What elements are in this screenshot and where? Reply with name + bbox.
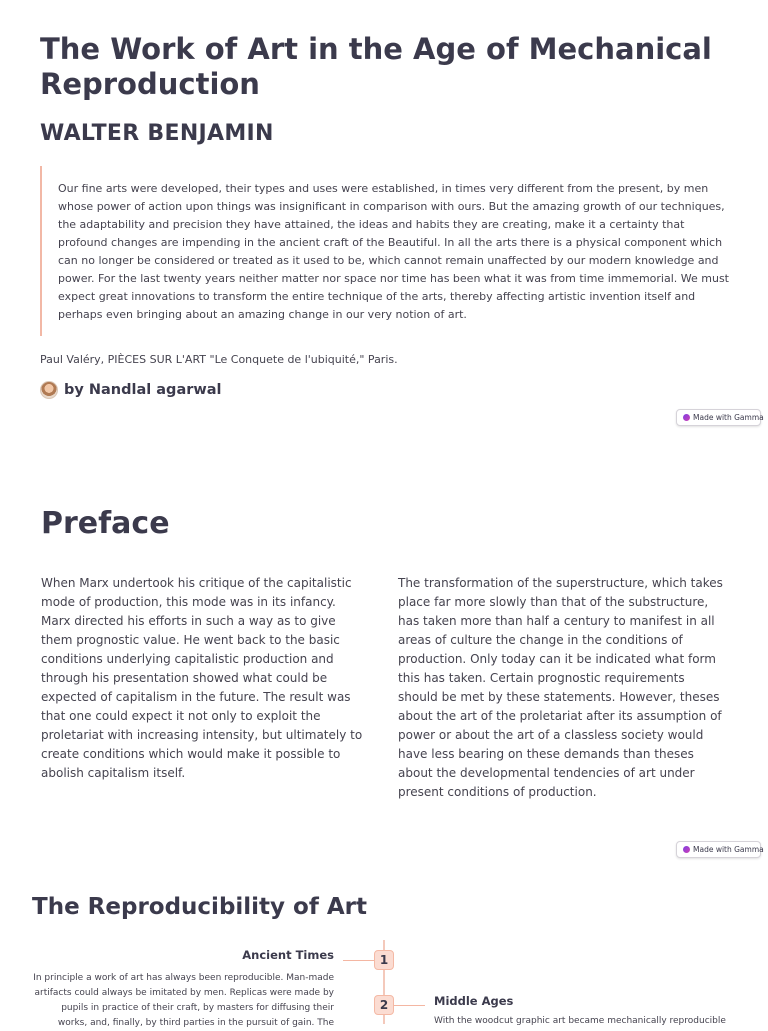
epigraph-citation: Paul Valéry, PIÈCES SUR L'ART "Le Conquete de l'ubiquité," Paris.	[40, 353, 398, 366]
timeline-step-title: Ancient Times	[242, 948, 334, 962]
author-name: WALTER BENJAMIN	[40, 121, 274, 146]
timeline-step-number: 1	[374, 950, 394, 970]
timeline-step-text: In principle a work of art has always been reproducible. Man-made artifacts could always be imitated by men. Replicas were made by pupils in practice of their craft, by masters for diffusing their works, and, finally, by third parties in the pursuit of gain. The	[33, 973, 334, 1028]
badge-label: Made with Gamma	[693, 413, 764, 422]
avatar	[40, 381, 58, 399]
byline-text: by Nandlal agarwal	[64, 382, 222, 398]
page-title: The Work of Art in the Age of Mechanical Reproduction	[40, 32, 712, 101]
timeline-connector	[394, 1005, 425, 1006]
gamma-logo-icon	[683, 414, 690, 421]
preface-right-column: The transformation of the superstructure, which takes place far more slowly than that of the substructure, has taken more than half a century to manifest in all areas of culture the change in the conditions of production. Only today can it be indicated what form this has taken. Certain prognostic requirements should be met by these statements. However, theses about the art of the proletariat after its assumption of power or about the art of a classless society would have less bearing on these demands than theses about the developmental tendencies of art under present conditions of production.	[398, 576, 723, 799]
timeline-connector	[343, 960, 374, 961]
timeline-step-text: With the woodcut graphic art became mechanically reproducible	[434, 1016, 726, 1026]
preface-heading: Preface	[41, 506, 170, 541]
epigraph-quote: Our fine arts were developed, their types and uses were established, in times very different from the present, by men whose power of action upon things was insignificant in comparison with ours. But the amazing growth of our techniques, the adaptability and precision they have attained, the ideas and habits they are creating, make it a certainty that profound changes are impending in the ancient craft of the Beautiful. In all the arts there is a physical component which can no longer be considered or treated as it used to be, which cannot remain unaffected by our modern knowledge and power. For the last twenty years neither matter nor space nor time has been what it was from time immemorial. We must expect great innovations to transform the entire technique of the arts, thereby affecting artistic invention itself and perhaps even bringing about an amazing change in our very notion of art.	[40, 166, 730, 336]
badge-label: Made with Gamma	[693, 845, 764, 854]
made-with-gamma-badge[interactable]	[676, 409, 764, 426]
gamma-logo-icon	[683, 846, 690, 853]
timeline-step-number: 2	[374, 995, 394, 1015]
made-with-gamma-badge[interactable]	[676, 841, 764, 858]
reproducibility-heading: The Reproducibility of Art	[32, 894, 368, 920]
timeline-step-title: Middle Ages	[434, 994, 514, 1008]
preface-left-column: When Marx undertook his critique of the capitalistic mode of production, this mode was in its infancy. Marx directed his efforts in such a way as to give them prognostic value. He went back to the basic conditions underlying capitalistic production and through his presentation showed what could be expected of capitalism in the future. The result was that one could expect it not only to exploit the proletariat with increasing intensity, but ultimately to create conditions which would make it possible to abolish capitalism itself.	[41, 576, 363, 780]
